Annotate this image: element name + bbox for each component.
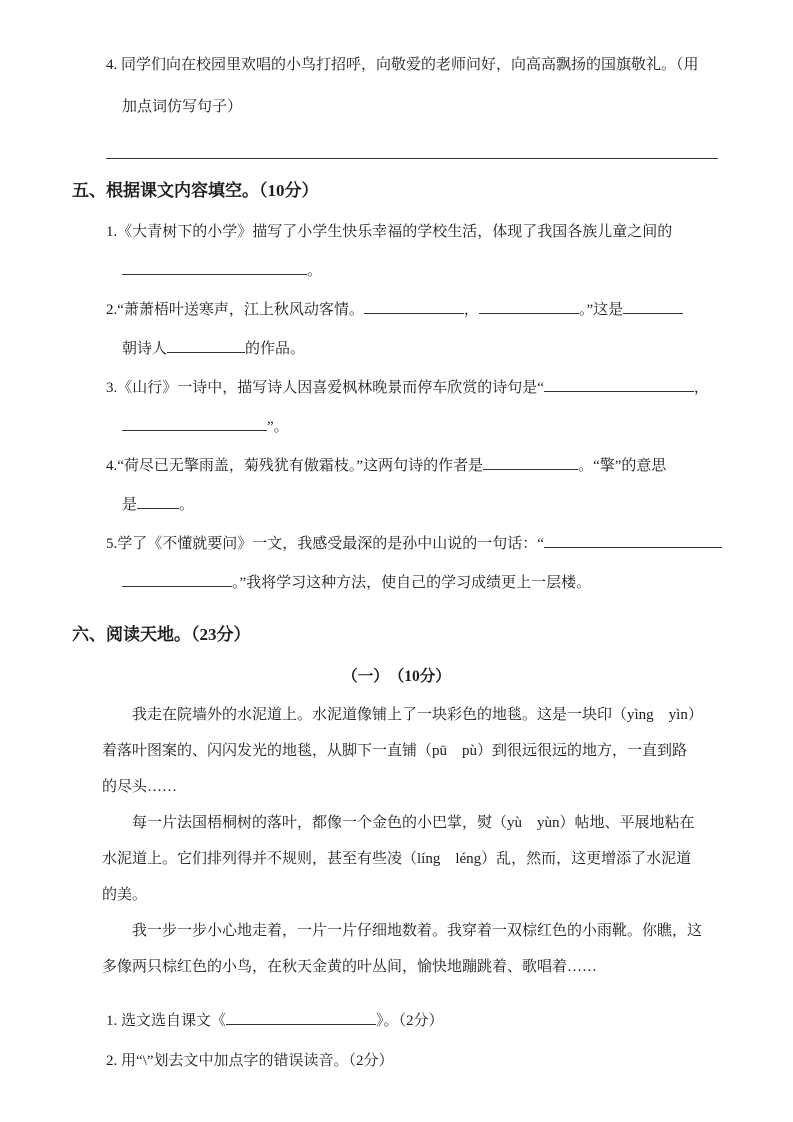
fill-in-blank — [544, 378, 694, 392]
question-4-line-2 — [122, 86, 721, 128]
reading-question-2-text: 2. 用“\”划去文中加点字的错误读音。（2分） — [106, 1053, 394, 1069]
s5-item-4-text-2: 。“擎”的意思 — [578, 458, 667, 474]
passage-para-2-line-2: 水泥道上。它们排列得并不规则，甚至有些凌（líng léng）乱，然而，这更增添了水泥道 — [102, 851, 692, 867]
passage-para-3-line-1: 我一步一步小心地走着，一片一片仔细地数着。我穿着一双棕红色的小雨靴。你瞧，这 — [132, 923, 703, 939]
reading-questions — [72, 1001, 721, 1081]
s5-item-2-text-4: 朝诗人 — [122, 341, 168, 357]
s5-item-5-line-2 — [122, 564, 721, 603]
fill-in-blank — [137, 495, 179, 509]
fill-in-blank — [544, 534, 722, 548]
section-6 — [72, 617, 721, 1081]
s5-item-1 — [72, 213, 721, 291]
fill-in-blank — [226, 1011, 376, 1025]
s5-item-4-line-2 — [122, 486, 721, 525]
s5-item-3-line-1 — [106, 369, 721, 408]
s5-item-2-text-2: ， — [463, 302, 479, 318]
reading-passage-1 — [72, 697, 721, 985]
s5-item-3-text-3: ”。 — [267, 419, 289, 435]
reading-question-1-text-1: 1. 选文选自课文《 — [106, 1013, 227, 1029]
question-4-text-1: 4. 同学们向在校园里欢唱的小鸟打招呼，向敬爱的老师问好，向高高飘扬的国旗敬礼。（用 — [106, 57, 699, 73]
passage-para-1-line-1: 我走在院墙外的水泥道上。水泥道像铺上了一块彩色的地毯。这是一块印（yìng yìn） — [132, 707, 703, 723]
fill-in-blank — [483, 456, 578, 470]
s5-item-5-text-2: 。”我将学习这种方法，使自己的学习成绩更上一层楼。 — [232, 575, 592, 591]
s5-item-4-text-1: 4.“荷尽已无擎雨盖，菊残犹有傲霜枝。”这两句诗的作者是 — [106, 458, 484, 474]
s5-item-2-text-5: 的作品。 — [245, 341, 306, 357]
question-4-text-2: 加点词仿写句子） — [122, 99, 243, 115]
s5-item-3-line-2 — [122, 408, 721, 447]
section-6-heading: 六、阅读天地。（23分） — [72, 625, 251, 644]
section-5-items — [72, 213, 721, 603]
s5-item-4-text-4: 。 — [179, 497, 195, 513]
question-4-line-1 — [106, 44, 721, 86]
fill-in-blank — [364, 300, 464, 314]
s5-item-5-line-1 — [106, 525, 721, 564]
fill-in-blank — [122, 573, 232, 587]
passage-para-2-line-3: 的美。 — [102, 887, 148, 903]
s5-item-2-text-1: 2.“萧萧梧叶送寒声，江上秋风动客情。 — [106, 302, 364, 318]
s5-item-2 — [72, 291, 721, 369]
s5-item-2-line-2 — [122, 330, 721, 369]
s5-item-1-line-1 — [106, 213, 721, 252]
s5-item-4-text-3: 是 — [122, 497, 138, 513]
reading-passage-1-title: （一） （10分） — [342, 668, 451, 685]
fill-in-blank — [167, 339, 245, 353]
passage-para-1-line-2: 着落叶图案的、闪闪发光的地毯，从脚下一直铺（pū pù）到很远很远的地方，一直到路 — [102, 743, 688, 759]
s5-item-3 — [72, 369, 721, 447]
s5-item-1-text-2: 。 — [307, 263, 323, 279]
reading-question-1 — [106, 1001, 721, 1041]
s5-item-2-line-1 — [106, 291, 721, 330]
s5-item-4-line-1 — [106, 447, 721, 486]
reading-question-1-text-2: 》。（2分） — [376, 1013, 444, 1029]
section-5-heading: 五、根据课文内容填空。（10分） — [72, 181, 319, 200]
question-4-block — [72, 44, 721, 159]
passage-para-3-line-2: 多像两只棕红色的小鸟，在秋天金黄的叶丛间，愉快地蹦跳着、歌唱着…… — [102, 959, 598, 975]
fill-in-blank — [479, 300, 579, 314]
passage-para-2-line-1: 每一片法国梧桐树的落叶，都像一个金色的小巴掌，熨（yù yùn）帖地、平展地粘在 — [132, 815, 695, 831]
s5-item-5 — [72, 525, 721, 603]
fill-in-blank — [623, 300, 683, 314]
s5-item-4 — [72, 447, 721, 525]
section-5 — [72, 173, 721, 603]
s5-item-2-text-3: 。”这是 — [578, 302, 624, 318]
question-4-answer-blank — [106, 158, 718, 159]
s5-item-1-line-2 — [122, 252, 721, 291]
s5-item-1-text-1: 1.《大青树下的小学》描写了小学生快乐幸福的学校生活，体现了我国各族儿童之间的 — [106, 224, 673, 240]
reading-question-2 — [106, 1041, 721, 1081]
s5-item-3-text-1: 3.《山行》一诗中，描写诗人因喜爱枫林晚景而停车欣赏的诗句是“ — [106, 380, 544, 396]
s5-item-3-text-2: ， — [693, 380, 709, 396]
fill-in-blank — [122, 261, 307, 275]
passage-para-1-line-3: 的尽头…… — [102, 779, 178, 795]
s5-item-5-text-1: 5.学了《不懂就要问》一文，我感受最深的是孙中山说的一句话：“ — [106, 536, 544, 552]
fill-in-blank — [122, 417, 267, 431]
